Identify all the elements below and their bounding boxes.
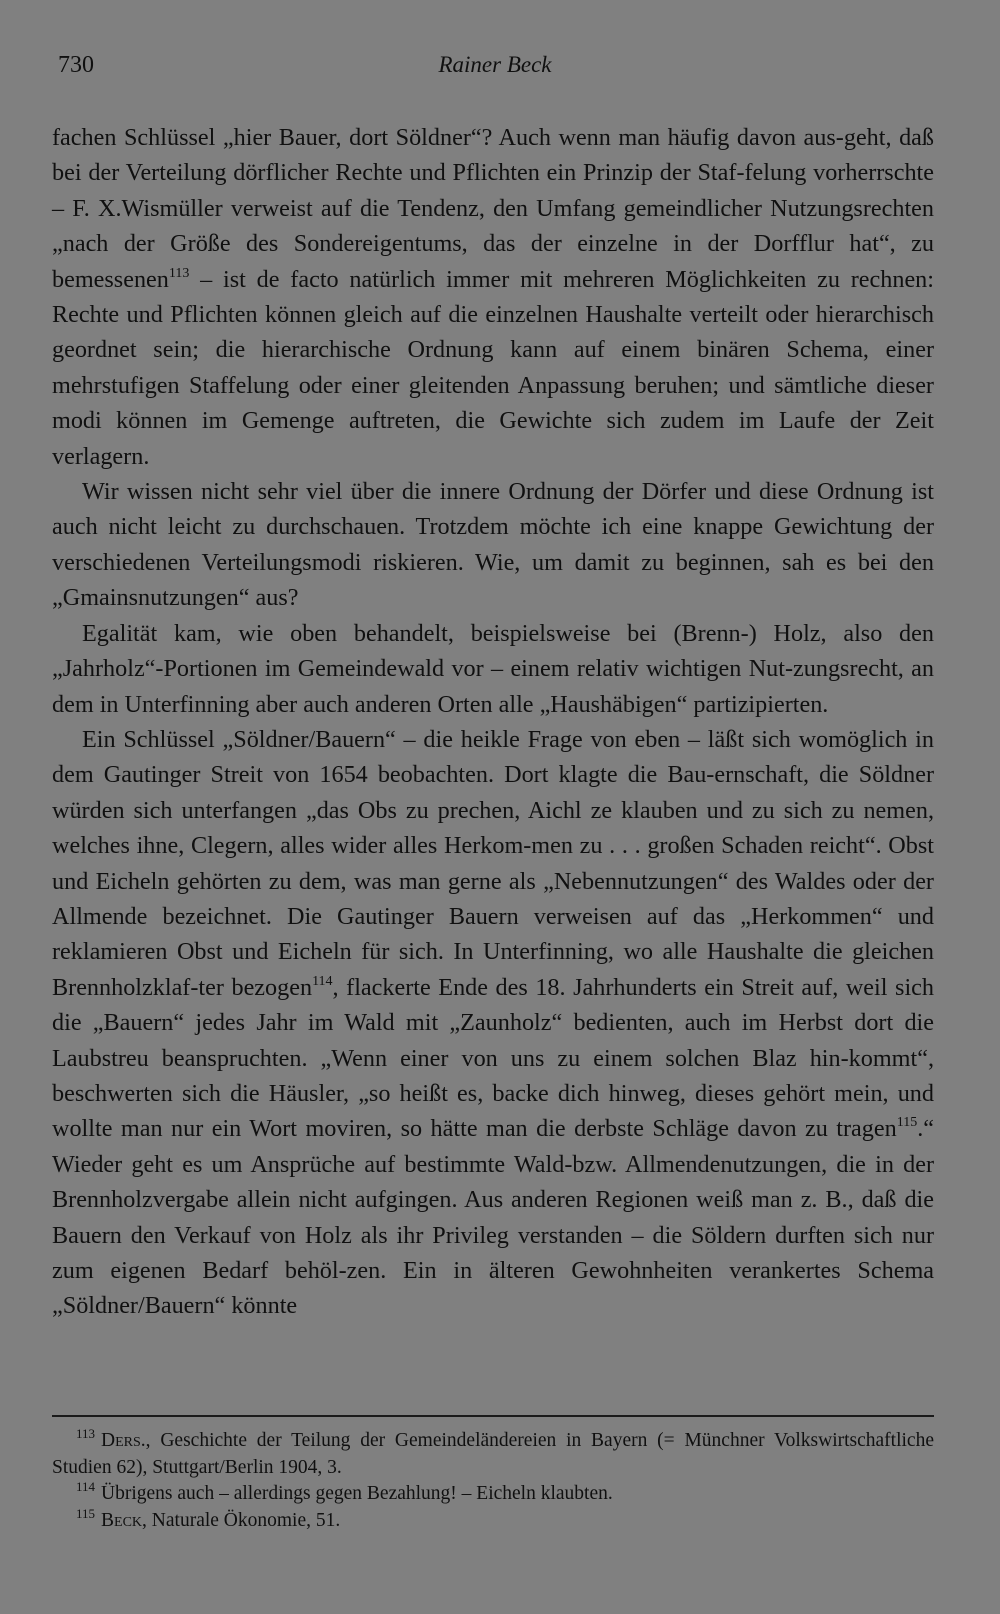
paragraph-4 xyxy=(52,722,934,1324)
paragraph-4-text-a: Ein Schlüssel „Söldner/Bauern“ – die heikle Frage von eben – läßt sich womöglich in dem Gautinger Streit von 1654 beobachten. Dort klagte die Bau-ernschaft, die Söldner würden sich unterfangen „das Obs zu prechen, Aichl ze klauben und zu sich zu nemen, welches ihne, Clegern, alles wider alles Herkom-men zu . . . großen Schaden reicht“. Obst und Eicheln gehörten zu dem, was man gerne als „Nebennutzungen“ des Waldes oder der Allmende bezeichnet. Die Gautinger Bauern verweisen auf das „Herkommen“ und reklamieren Obst und Eicheln für sich. In Unterfinning, wo alle Haushalte die gleichen Brennholzklaf-ter bezogen xyxy=(52,725,934,1001)
body-text xyxy=(52,120,934,1324)
paragraph-4-text-c: .“ Wieder geht es um Ansprüche auf bestimmte Wald-bzw. Allmendenutzungen, die in der Brennholzvergabe allein nicht aufgingen. Aus anderen Regionen weiß man z. B., daß die Bauern den Verkauf von Holz als ihr Privileg verstanden – die Söldern durften sich nur zum eigenen Bedarf behöl-zen. Ein in älteren Gewohnheiten verankertes Schema „Söldner/Bauern“ könnte xyxy=(52,1115,934,1320)
paragraph-1-text-b: – ist de facto natürlich immer mit mehreren Möglichkeiten zu rechnen: Rechte und Pflichten können gleich auf die einzelnen Haushalte verteilt oder hierarchisch geordnet sein; die hierarchische Ordnung kann auf einem binären Schema, einer mehrstufigen Staffelung oder einer gleitenden Anpassung beruhen; und sämtliche dieser modi können im Gemenge auftreten, die Gewichte sich zudem im Laufe der Zeit verlagern. xyxy=(52,265,934,470)
footnote-114 xyxy=(52,1481,934,1508)
footnote-ref-115: 115 xyxy=(896,1115,918,1131)
footnote-divider xyxy=(52,1415,934,1417)
footnote-text: Übrigens auch – allerdings gegen Bezahlung! – Eicheln klaubten. xyxy=(101,1483,613,1504)
footnote-ref-114: 114 xyxy=(312,973,333,989)
footnote-text: , Geschichte der Teilung der Gemeindeländereien in Bayern (= Münchner Volkswirtschaftliche Studien 62), Stuttgart/Berlin 1904, 3. xyxy=(52,1430,934,1478)
paragraph-4-text-b: , flackerte Ende des 18. Jahrhunderts ein Streit auf, weil sich die „Bauern“ jedes Jahr im Wald mit „Zaunholz“ bedienten, auch im Herbst dort die Laubstreu beanspruchten. „Wenn einer von uns zu einem solchen Blaz hin-kommt“, beschwerten sich die Häusler, „so heißt es, backe dich hinweg, dieses gehört mein, und wollte man nur ein Wort moviren, so hätte man die derbste Schläge davon zu tragen xyxy=(52,973,934,1143)
page-header xyxy=(58,52,932,88)
page-number: 730 xyxy=(58,52,94,78)
footnote-author: Ders. xyxy=(101,1430,146,1451)
footnotes xyxy=(52,1428,934,1534)
paragraph-1 xyxy=(52,120,934,474)
footnote-113 xyxy=(52,1428,934,1481)
footnote-number: 114 xyxy=(76,1479,96,1494)
paragraph-3: Egalität kam, wie oben behandelt, beispielsweise bei (Brenn-) Holz, also den „Jahrholz“-Portionen im Gemeindewald vor – einem relativ wichtigen Nut-zungsrecht, an dem in Unterfinning aber auch anderen Orten alle „Haushäbigen“ partizipierten. xyxy=(52,619,934,718)
footnote-author: Beck xyxy=(101,1509,143,1531)
paragraph-1-text-a: fachen Schlüssel „hier Bauer, dort Söldner“? Auch wenn man häufig davon aus-geht, daß bei der Verteilung dörflicher Rechte und Pflichten ein Prinzip der Staf-felung vorherrschte – F. X.Wismüller verweist auf die Tendenz, den Umfang gemeindlicher Nutzungsrechten „nach der Größe des Sondereigentums, das der einzelne in der Dorfflur hat“, zu bemessenen xyxy=(52,124,934,293)
footnote-ref-113: 113 xyxy=(168,265,190,281)
footnote-text: , Naturale Ökonomie, 51. xyxy=(142,1509,341,1531)
footnote-number: 113 xyxy=(76,1426,96,1441)
running-head: Rainer Beck xyxy=(438,52,552,77)
footnote-number: 115 xyxy=(76,1505,96,1521)
footnote-115 xyxy=(52,1505,934,1535)
paragraph-2: Wir wissen nicht sehr viel über die innere Ordnung der Dörfer und diese Ordnung ist auch nicht leicht zu durchschauen. Trotzdem möchte ich eine knappe Gewichtung der verschiedenen Verteilungsmodi riskieren. Wie, um damit zu beginnen, sah es bei den „Gmainsnutzungen“ aus? xyxy=(52,478,934,612)
